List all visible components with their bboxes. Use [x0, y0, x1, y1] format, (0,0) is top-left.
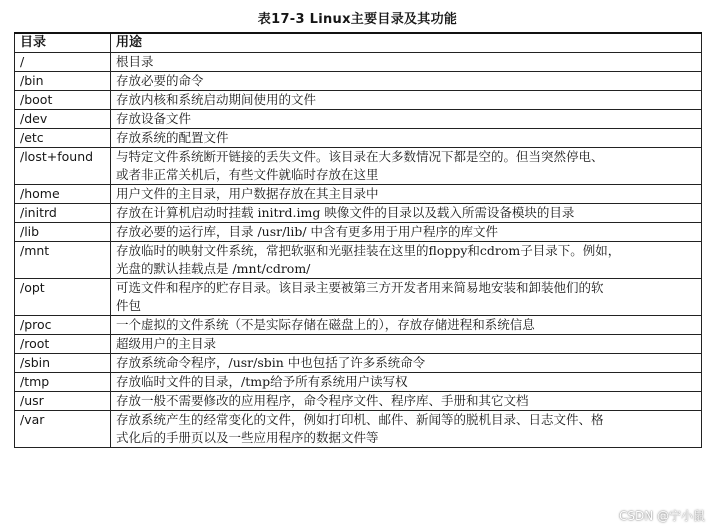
table-row: [15, 223, 702, 242]
purpose-cell: 存放系统命令程序，/usr/sbin 中也包括了许多系统命令: [111, 354, 702, 373]
directory-cell: /tmp: [15, 373, 111, 392]
table-row: [15, 72, 702, 91]
table-row: [15, 316, 702, 335]
purpose-cell: 存放在计算机启动时挂载 initrd.img 映像文件的目录以及载入所需设备模块的目录: [111, 204, 702, 223]
purpose-cell: 超级用户的主目录: [111, 335, 702, 354]
purpose-cell: 一个虚拟的文件系统（不是实际存储在磁盘上的），存放存储进程和系统信息: [111, 316, 702, 335]
directory-cell: /boot: [15, 91, 111, 110]
table-row: [15, 354, 702, 373]
watermark-text: CSDN @宁小鼠: [618, 509, 705, 523]
purpose-cell: 存放临时的映射文件系统，常把软驱和光驱挂装在这里的floppy和cdrom子目录下。例如， 光盘的默认挂载点是 /mnt/cdrom/: [111, 242, 702, 279]
table-row: [15, 335, 702, 354]
directory-cell: /root: [15, 335, 111, 354]
directory-cell: /initrd: [15, 204, 111, 223]
purpose-cell: 存放必要的命令: [111, 72, 702, 91]
purpose-cell: 存放必要的运行库，目录 /usr/lib/ 中含有更多用于用户程序的库文件: [111, 223, 702, 242]
table-row: [15, 110, 702, 129]
table-row: [15, 185, 702, 204]
purpose-cell: 存放设备文件: [111, 110, 702, 129]
directory-cell: /bin: [15, 72, 111, 91]
purpose-cell: 与特定文件系统断开链接的丢失文件。该目录在大多数情况下都是空的。但当突然停电、 或者非正常关机后，有些文件就临时存放在这里: [111, 148, 702, 185]
table-row: [15, 53, 702, 72]
purpose-cell: 存放系统的配置文件: [111, 129, 702, 148]
directory-cell: /dev: [15, 110, 111, 129]
linux-directory-table: [14, 32, 702, 448]
purpose-cell: 根目录: [111, 53, 702, 72]
directory-cell: /lib: [15, 223, 111, 242]
directory-cell: /proc: [15, 316, 111, 335]
table-row: [15, 279, 702, 316]
directory-cell: /var: [15, 411, 111, 448]
purpose-cell: 存放一般不需要修改的应用程序，命令程序文件、程序库、手册和其它文档: [111, 392, 702, 411]
directory-cell: /lost+found: [15, 148, 111, 185]
table-row: [15, 242, 702, 279]
table-row: [15, 373, 702, 392]
table-row: [15, 411, 702, 448]
directory-cell: /: [15, 53, 111, 72]
directory-cell: /home: [15, 185, 111, 204]
table-row: [15, 204, 702, 223]
table-caption: 表17-3 Linux主要目录及其功能: [257, 12, 458, 27]
header-directory: 目录: [15, 33, 111, 53]
table-row: [15, 148, 702, 185]
table-body: [15, 53, 702, 448]
table-header-row: [15, 33, 702, 53]
directory-cell: /opt: [15, 279, 111, 316]
purpose-cell: 可选文件和程序的贮存目录。该目录主要被第三方开发者用来简易地安装和卸装他们的软 件包: [111, 279, 702, 316]
purpose-cell: 存放内核和系统启动期间使用的文件: [111, 91, 702, 110]
directory-cell: /usr: [15, 392, 111, 411]
directory-cell: /mnt: [15, 242, 111, 279]
table-row: [15, 91, 702, 110]
table-row: [15, 392, 702, 411]
directory-cell: /etc: [15, 129, 111, 148]
purpose-cell: 存放系统产生的经常变化的文件，例如打印机、邮件、新闻等的脱机目录、日志文件、格 式化后的手册页以及一些应用程序的数据文件等: [111, 411, 702, 448]
table-row: [15, 129, 702, 148]
directory-cell: /sbin: [15, 354, 111, 373]
purpose-cell: 存放临时文件的目录，/tmp给予所有系统用户读写权: [111, 373, 702, 392]
header-purpose: 用途: [111, 33, 702, 53]
purpose-cell: 用户文件的主目录，用户数据存放在其主目录中: [111, 185, 702, 204]
